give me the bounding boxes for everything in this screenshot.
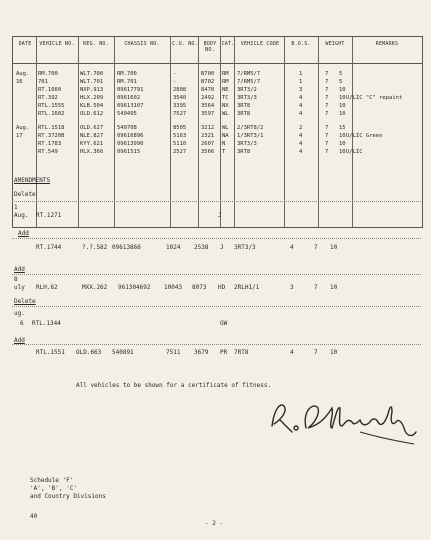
cell-weight-extra: 15	[339, 125, 346, 131]
amendment-vehicle: RT.1271	[36, 212, 62, 219]
cell-vehicle-code: 2/3RT8/2	[237, 125, 264, 131]
cell-cat: TC	[222, 95, 229, 101]
country-label: and Country Divisions	[30, 493, 106, 500]
cell-vehicle-no: RM.700	[38, 71, 58, 77]
cell-vehicle-no: RT.1783	[38, 141, 62, 147]
cell-reg-no: OLD.612	[80, 111, 104, 117]
cell-weight: 7	[325, 71, 329, 77]
separator	[12, 274, 421, 275]
cell-bos: 4	[299, 95, 303, 101]
cell-weight-extra: 10	[339, 141, 346, 147]
cell-cu-no: 3395	[173, 103, 187, 109]
amendment-weight: 7	[314, 349, 318, 356]
cell-body-no: 3566	[201, 149, 215, 155]
column-divider	[170, 37, 171, 227]
cell-chassis-no: 09616896	[117, 133, 144, 139]
schedule-label: Schedule 'F'	[30, 477, 74, 484]
cell-date: 16	[16, 79, 23, 85]
cell-date: 17	[16, 133, 23, 139]
cell-bos: 4	[299, 111, 303, 117]
cell-reg-no: KYY.621	[80, 141, 104, 147]
cell-vehicle-no: RT.549	[38, 149, 58, 155]
cell-vehicle-code: 3RT3/3	[237, 95, 257, 101]
amendment-chassis: 540891	[112, 349, 134, 356]
cell-remarks: U/LIC "C" repaint	[346, 95, 403, 101]
cell-weight: 7	[325, 133, 329, 139]
amendment-body: 8073	[192, 284, 207, 291]
amendment-body: 3679	[194, 349, 209, 356]
cell-cat: RM	[222, 71, 229, 77]
cell-bos: 1	[299, 79, 303, 85]
amendment-bos: 3	[290, 284, 294, 291]
cell-weight: 7	[325, 79, 329, 85]
column-divider	[220, 37, 221, 227]
cell-vehicle-code: 7/RM5/7	[237, 71, 261, 77]
cell-chassis-no: 09617791	[117, 87, 144, 93]
separator	[12, 306, 421, 307]
cell-chassis-no: RM.701	[117, 79, 137, 85]
amendment-date-line2: 6	[20, 320, 24, 327]
cell-date: Aug.	[16, 71, 30, 77]
cell-vehicle-no: RT.392	[38, 95, 58, 101]
cell-vehicle-no: RTL.1518	[38, 125, 65, 131]
column-divider	[318, 37, 319, 227]
cell-remarks: U/LIC	[346, 149, 363, 155]
amendment-cat: J	[218, 212, 222, 219]
cell-vehicle-no: RTL.1555	[38, 103, 65, 109]
vehicle-table	[12, 36, 423, 228]
amendment-date-line1: ug.	[14, 310, 25, 317]
cell-bos: 4	[299, 133, 303, 139]
amendment-code: 3RT3/3	[234, 244, 256, 251]
amendment-cat: HD	[218, 284, 226, 291]
cell-weight-extra: 10	[339, 111, 346, 117]
column-divider	[198, 37, 199, 227]
amendment-chassis: 09613866	[112, 244, 141, 251]
cell-vehicle-code: 3RT8	[237, 103, 251, 109]
cell-cat: WL	[222, 111, 229, 117]
cell-remarks: U/LIC Green	[346, 133, 383, 139]
header-body-no: BODY NO.	[203, 41, 217, 53]
cell-bos: 4	[299, 141, 303, 147]
column-divider	[234, 37, 235, 227]
cell-cu-no: 5163	[173, 133, 187, 139]
cell-date: Aug.	[16, 125, 30, 131]
cell-vehicle-code: 3RT8	[237, 149, 251, 155]
amendment-weight: 7	[314, 244, 318, 251]
cell-cu-no: 7527	[173, 111, 187, 117]
cell-cat: T	[222, 149, 226, 155]
amendment-cat: PR	[220, 349, 228, 356]
cell-weight: 7	[325, 87, 329, 93]
amendment-code: 7RT8	[234, 349, 249, 356]
cell-body-no: 8478	[201, 87, 215, 93]
amendment-date-line1: 8	[14, 276, 18, 283]
cell-chassis-no: 0961515	[117, 149, 141, 155]
amendment-vehicle: RTL.1551	[36, 349, 65, 356]
cell-chassis-no: 09613107	[117, 103, 144, 109]
cell-cat: NA	[222, 133, 229, 139]
amendment-bos: 4	[290, 349, 294, 356]
amendment-vehicle: RLH.62	[36, 284, 58, 291]
cell-reg-no: WLT.700	[80, 71, 104, 77]
cell-vehicle-no: RT.3720B	[38, 133, 65, 139]
cell-bos: 4	[299, 103, 303, 109]
column-divider	[78, 37, 79, 227]
cell-cat: RM	[222, 79, 229, 85]
amendment-date-line1: 1	[14, 204, 18, 211]
amendment-reg: MXX.262	[82, 284, 108, 291]
cell-vehicle-no: RTL.1602	[38, 111, 65, 117]
amendment-date-line2: uly	[14, 284, 25, 291]
cell-bos: 2	[299, 125, 303, 131]
cell-chassis-no: 09613990	[117, 141, 144, 147]
cell-chassis-no: RM.700	[117, 71, 137, 77]
cell-cat: NE	[222, 87, 229, 93]
cell-chassis-no: 540708	[117, 125, 137, 131]
column-divider	[36, 37, 37, 227]
cell-weight-extra: 5	[339, 79, 343, 85]
cell-bos: 3	[299, 87, 303, 93]
cell-cu-no: 3540	[173, 95, 187, 101]
cell-reg-no: HLX.209	[80, 95, 104, 101]
cell-cu-no: 8505	[173, 125, 187, 131]
cell-weight-extra: 10	[339, 103, 346, 109]
cell-weight: 7	[325, 141, 329, 147]
amendment-cu: 7511	[166, 349, 181, 356]
cell-reg-no: NXP.913	[80, 87, 104, 93]
cell-body-no: 3564	[201, 103, 215, 109]
signature-image	[262, 392, 422, 448]
page-number: - 2 -	[205, 520, 224, 527]
cell-cat: N	[222, 141, 226, 147]
cell-reg-no: KLB.504	[80, 103, 104, 109]
cell-weight-extra: 5	[339, 71, 343, 77]
cell-body-no: 3597	[201, 111, 215, 117]
separator	[12, 201, 421, 202]
cell-weight: 7	[325, 125, 329, 131]
cell-reg-no: HLX.366	[80, 149, 104, 155]
cell-weight: 7	[325, 95, 329, 101]
cell-cu-no: -	[173, 79, 177, 85]
add-label: Add	[14, 266, 25, 273]
amendment-weight: 7	[314, 284, 318, 291]
table-header	[13, 37, 422, 64]
amendment-code: 2RLH1/1	[234, 284, 260, 291]
amendment-reg: OLD.663	[76, 349, 102, 356]
header-bos: B.O.S.	[291, 41, 311, 47]
cell-vehicle-no: RT.1660	[38, 87, 62, 93]
amendment-vehicle: RT.1744	[36, 244, 62, 251]
amendment-vehicle: RTL.1344	[32, 320, 61, 327]
cell-weight-extra: 10	[339, 87, 346, 93]
amendment-reg: ?.?.582	[82, 244, 108, 251]
cell-reg-no: OLD.627	[80, 125, 104, 131]
divisions-label: 'A', 'B', 'C'	[30, 485, 77, 492]
cell-vehicle-code: 7/RM5/7	[237, 79, 261, 85]
cell-weight-extra: 10	[339, 95, 346, 101]
fitness-note: All vehicles to be shown for a certificate of fitness.	[76, 382, 272, 389]
header-remarks: REMARKS	[375, 41, 399, 47]
amendment-extra: 10	[330, 244, 338, 251]
cell-body-no: 2607	[201, 141, 215, 147]
amendment-cat: J	[220, 244, 224, 251]
cell-cu-no: 2808	[173, 87, 187, 93]
cell-weight: 7	[325, 149, 329, 155]
cell-weight: 7	[325, 111, 329, 117]
header-vehicle-code: VEHICLE CODE	[240, 41, 280, 47]
cell-reg-no: WLT.701	[80, 79, 104, 85]
cell-cu-no: 5110	[173, 141, 187, 147]
cell-cat: WL	[222, 125, 229, 131]
header-vehicle-no: VEHICLE NO.	[39, 41, 75, 47]
column-divider	[114, 37, 115, 227]
cell-body-no: 3212	[201, 125, 215, 131]
cell-weight-extra: 10	[339, 133, 346, 139]
amendment-cu: 10043	[164, 284, 183, 291]
cell-vehicle-code: 3RT3/2	[237, 87, 257, 93]
cell-weight-extra: 10	[339, 149, 346, 155]
cell-reg-no: NLE.827	[80, 133, 104, 139]
cell-vehicle-code: 3RT8	[237, 111, 251, 117]
amendment-date-line2: Aug.	[14, 212, 29, 219]
amendment-body: 2538	[194, 244, 209, 251]
cell-chassis-no: 540495	[117, 111, 137, 117]
delete-label: Delete	[14, 191, 36, 198]
cell-body-no: 2321	[201, 133, 215, 139]
cell-bos: 4	[299, 149, 303, 155]
cell-vehicle-code: 1/3RT3/1	[237, 133, 264, 139]
cell-cu-no: 2527	[173, 149, 187, 155]
amendment-cu: 1024	[166, 244, 181, 251]
amendment-bos: 4	[290, 244, 294, 251]
header-cu-no: C.U. NO.	[172, 41, 198, 47]
delete-label: Delete	[14, 298, 36, 305]
header-weight: WEIGHT	[325, 41, 345, 47]
cell-chassis-no: 0961602	[117, 95, 141, 101]
cell-cu-no: -	[173, 71, 177, 77]
cell-body-no: B702	[201, 79, 215, 85]
amendment-chassis: 961304692	[118, 284, 151, 291]
cell-cat: NX	[222, 103, 229, 109]
amendments-title: AMENDMENTS	[14, 177, 51, 184]
cell-vehicle-no: 701	[38, 79, 48, 85]
separator	[12, 238, 421, 239]
cell-weight: 7	[325, 103, 329, 109]
column-divider	[284, 37, 285, 227]
header-reg-no: REG. NO.	[83, 41, 109, 47]
header-date: DATE	[18, 41, 32, 47]
add-label: Add	[18, 230, 29, 237]
amendment-cat: GW	[220, 320, 228, 327]
cell-bos: 1	[299, 71, 303, 77]
cell-body-no: 2492	[201, 95, 215, 101]
separator	[12, 344, 421, 345]
cell-body-no: B700	[201, 71, 215, 77]
header-cat: CAT.	[221, 41, 235, 47]
amendment-extra: 10	[330, 349, 338, 356]
add-label: Add	[14, 337, 25, 344]
footer-number: 40	[30, 513, 38, 520]
amendment-extra: 10	[330, 284, 338, 291]
header-chassis-no: CHASSIS NO.	[124, 41, 160, 47]
cell-vehicle-code: 3RT3/3	[237, 141, 257, 147]
